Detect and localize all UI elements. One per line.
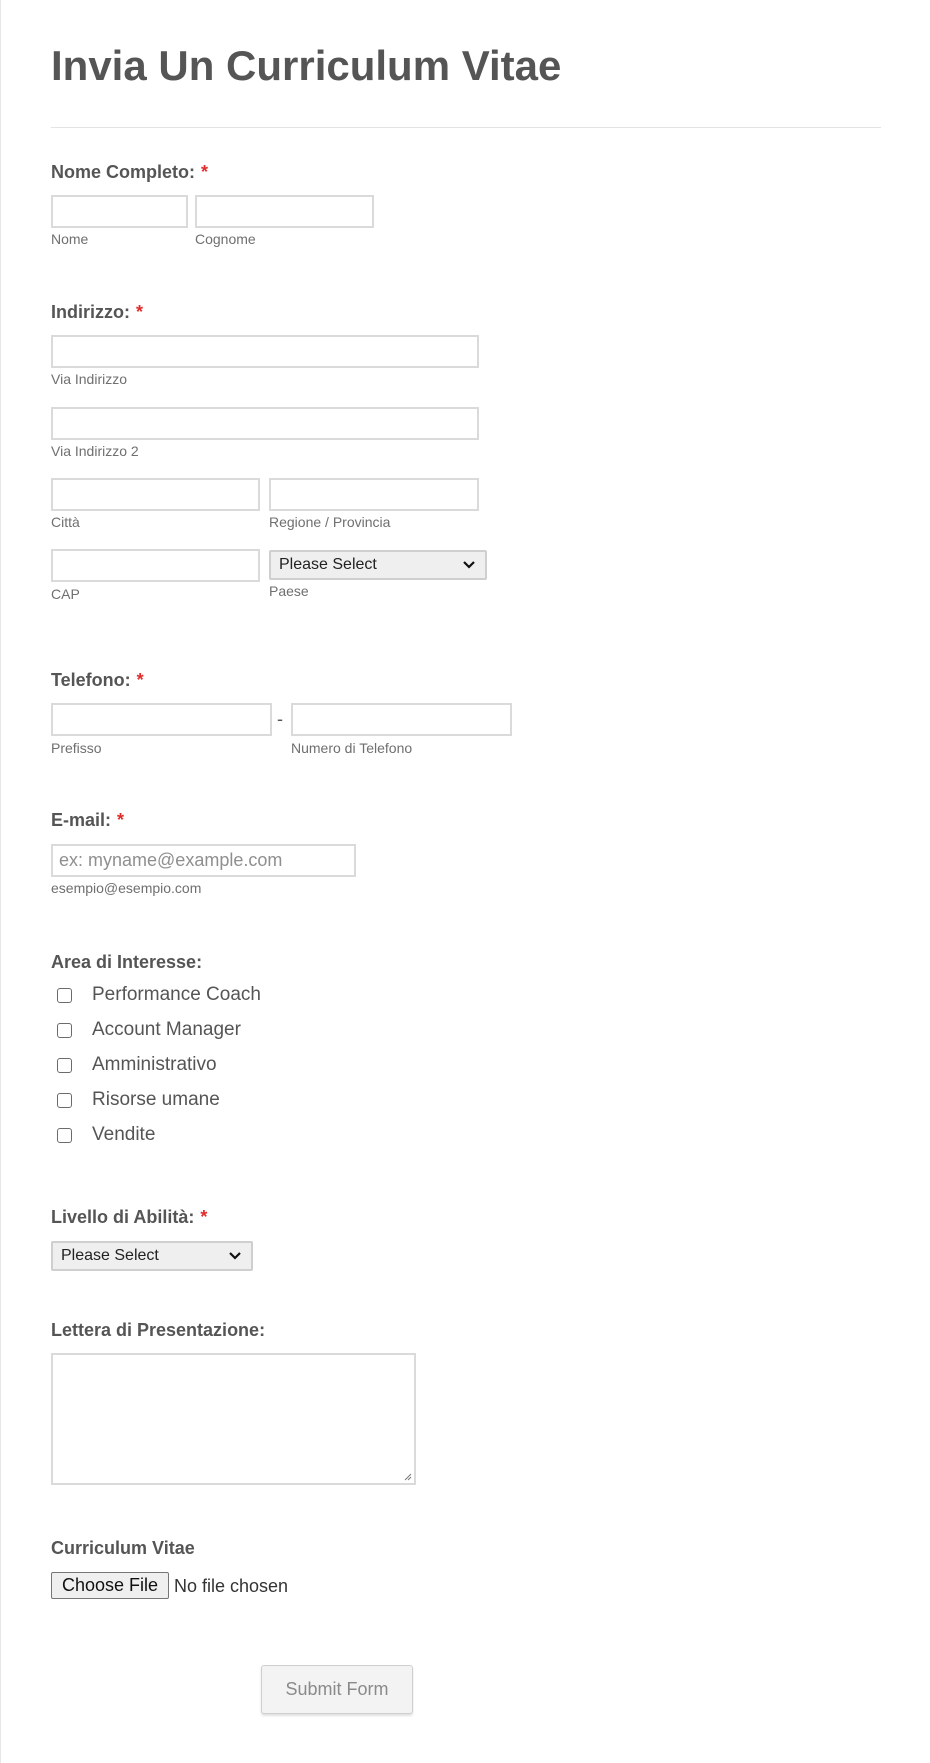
last-name-input[interactable] xyxy=(195,195,374,228)
required-marker: * xyxy=(136,670,144,690)
phone-area-input[interactable] xyxy=(51,703,272,736)
interest-option-risorse-umane[interactable] xyxy=(57,1089,220,1111)
interest-option-account-manager[interactable] xyxy=(57,1019,241,1041)
checkbox[interactable] xyxy=(57,1058,72,1073)
full-name-label xyxy=(51,162,208,183)
interests-label: Area di Interesse: xyxy=(51,952,203,972)
required-marker: * xyxy=(200,1207,208,1227)
interest-option-label: Account Manager xyxy=(92,1019,241,1040)
chevron-down-icon xyxy=(227,1248,243,1264)
last-name-sublabel: Cognome xyxy=(195,231,256,247)
region-sublabel: Regione / Provincia xyxy=(269,514,391,530)
checkbox[interactable] xyxy=(57,1093,72,1108)
street-address-sublabel: Via Indirizzo xyxy=(51,371,128,387)
city-input[interactable] xyxy=(51,478,260,511)
interest-option-performance-coach[interactable] xyxy=(57,984,261,1006)
country-sublabel: Paese xyxy=(269,583,309,599)
required-marker: * xyxy=(117,810,125,830)
zip-input[interactable] xyxy=(51,549,260,582)
file-status-text: No file chosen xyxy=(174,1576,289,1596)
phone-area-sublabel: Prefisso xyxy=(51,740,102,756)
address-label xyxy=(51,302,143,323)
full-name-label-text: Nome Completo: xyxy=(51,162,195,182)
skill-level-label-text: Livello di Abilità: xyxy=(51,1207,195,1227)
city-sublabel: Città xyxy=(51,514,80,530)
checkbox[interactable] xyxy=(57,1023,72,1038)
interest-option-vendite[interactable] xyxy=(57,1124,155,1146)
first-name-input[interactable] xyxy=(51,195,188,228)
region-input[interactable] xyxy=(269,478,479,511)
phone-number-input[interactable] xyxy=(291,703,512,736)
resume-label: Curriculum Vitae xyxy=(51,1538,195,1558)
cover-letter-label: Lettera di Presentazione: xyxy=(51,1320,266,1340)
country-select[interactable] xyxy=(269,550,487,580)
first-name-sublabel: Nome xyxy=(51,231,89,247)
email-label-text: E-mail: xyxy=(51,810,112,830)
email-sublabel: esempio@esempio.com xyxy=(51,880,202,896)
required-marker: * xyxy=(136,302,144,322)
cover-letter-textarea[interactable] xyxy=(51,1353,416,1485)
resize-grip-icon[interactable] xyxy=(402,1471,412,1481)
interest-option-label: Amministrativo xyxy=(92,1054,217,1075)
zip-sublabel: CAP xyxy=(51,586,80,602)
phone-label-text: Telefono: xyxy=(51,670,131,690)
interest-option-label: Performance Coach xyxy=(92,984,261,1005)
submit-button[interactable]: Submit Form xyxy=(261,1665,413,1714)
required-marker: * xyxy=(201,162,209,182)
country-selected-value: Please Select xyxy=(279,556,377,573)
skill-level-selected-value: Please Select xyxy=(61,1247,159,1264)
skill-level-label xyxy=(51,1207,207,1228)
phone-separator: - xyxy=(277,709,283,729)
email-label xyxy=(51,810,124,831)
interest-option-label: Risorse umane xyxy=(92,1089,220,1110)
skill-level-select[interactable] xyxy=(51,1241,253,1271)
phone-number-sublabel: Numero di Telefono xyxy=(291,740,413,756)
checkbox[interactable] xyxy=(57,988,72,1003)
checkbox[interactable] xyxy=(57,1128,72,1143)
interest-option-label: Vendite xyxy=(92,1124,156,1145)
email-input[interactable] xyxy=(51,844,356,877)
page-title: Invia Un Curriculum Vitae xyxy=(51,42,562,89)
street-address-input[interactable] xyxy=(51,335,479,368)
chevron-down-icon xyxy=(461,557,477,573)
choose-file-button[interactable]: Choose File xyxy=(51,1572,169,1599)
interest-option-amministrativo[interactable] xyxy=(57,1054,217,1076)
address-label-text: Indirizzo: xyxy=(51,302,130,322)
phone-label xyxy=(51,670,144,691)
title-divider xyxy=(51,127,881,128)
street-address-2-sublabel: Via Indirizzo 2 xyxy=(51,443,139,459)
street-address-2-input[interactable] xyxy=(51,407,479,440)
